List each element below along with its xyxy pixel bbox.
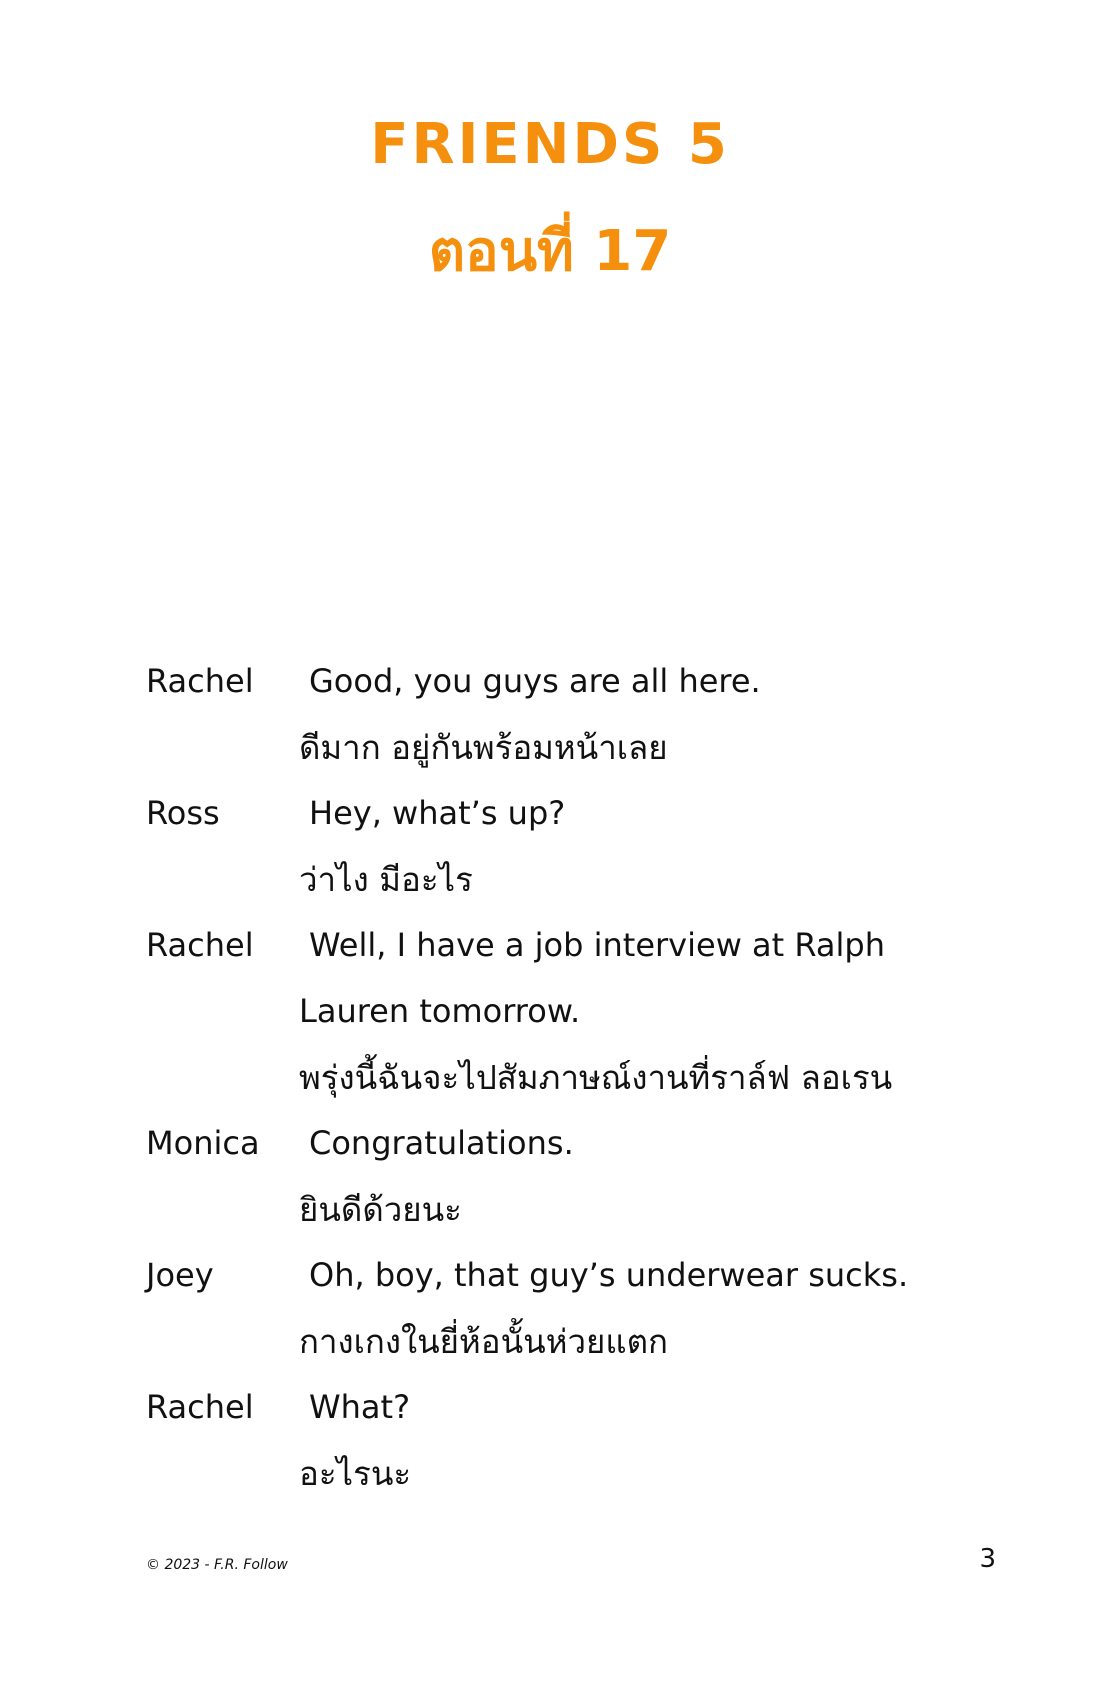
dialogue-line: [146, 648, 976, 714]
thai-text: ว่าไง มีอะไร: [299, 859, 473, 899]
english-text: Oh, boy, that guy’s underwear sucks.: [309, 1256, 909, 1294]
thai-text: อะไรนะ: [299, 1453, 412, 1493]
book-title: FRIENDS 5: [370, 112, 730, 177]
thai-translation-line: [146, 714, 976, 780]
english-text-continued: Lauren tomorrow.: [299, 992, 581, 1030]
speaker-name: Rachel: [146, 1388, 254, 1426]
english-text: Good, you guys are all here.: [309, 662, 761, 700]
copyright-footer: © 2023 - F.R. Follow: [146, 1557, 288, 1573]
thai-text: พรุ่งนี้ฉันจะไปสัมภาษณ์งานที่ราล์ฟ ลอเรน: [299, 1057, 893, 1097]
thai-translation-line: [146, 1440, 976, 1506]
thai-text: กางเกงในยี่ห้อนั้นห่วยแตก: [299, 1321, 668, 1361]
thai-translation-line: [146, 1176, 976, 1242]
dialogue: [146, 648, 976, 1506]
thai-translation-line: [146, 1044, 976, 1110]
dialogue-line: [146, 1242, 976, 1308]
dialogue-line: [146, 912, 976, 978]
thai-text: ดีมาก อยู่กันพร้อมหน้าเลย: [299, 727, 668, 767]
english-text: What?: [309, 1388, 411, 1426]
dialogue-line: [146, 1110, 976, 1176]
thai-translation-line: [146, 1308, 976, 1374]
speaker-name: Rachel: [146, 662, 254, 700]
english-continuation-line: [146, 978, 976, 1044]
episode-title: ตอนที่ 17: [428, 219, 672, 284]
speaker-name: Rachel: [146, 926, 254, 964]
dialogue-line: [146, 1374, 976, 1440]
speaker-name: Joey: [146, 1256, 214, 1294]
english-text: Hey, what’s up?: [309, 794, 566, 832]
speaker-name: Monica: [146, 1124, 260, 1162]
thai-text: ยินดีด้วยนะ: [299, 1189, 462, 1229]
english-text: Congratulations.: [309, 1124, 574, 1162]
page-number: 3: [979, 1544, 996, 1574]
speaker-name: Ross: [146, 794, 220, 832]
dialogue-line: [146, 780, 976, 846]
thai-translation-line: [146, 846, 976, 912]
english-text: Well, I have a job interview at Ralph: [309, 926, 885, 964]
